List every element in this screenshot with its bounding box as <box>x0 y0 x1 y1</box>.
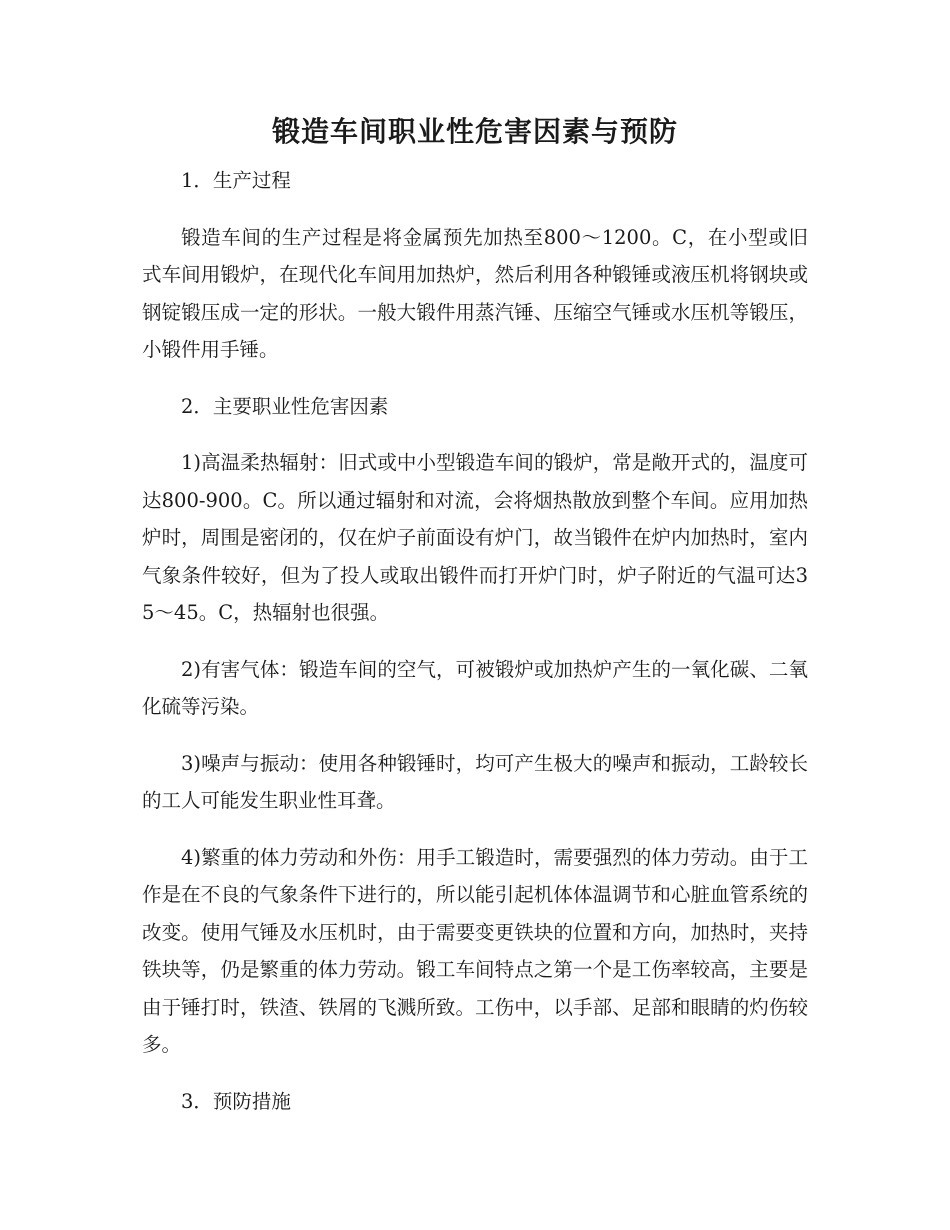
section-heading-production: 1．生产过程 <box>181 169 291 192</box>
paragraph-production-process: 锻造车间的生产过程是将金属预先加热至800～1200。C，在小型或旧式车间用锻炉，在现代化车间用加热炉，然后利用各种锻锤或液压机将钢块或钢锭锻压成一定的形状。一般大锻件用蒸汽锤、压缩空气锤或水压机等锻压，小锻件用手锤。 <box>142 225 808 361</box>
document-page <box>142 110 808 1139</box>
section-heading-hazards: 2．主要职业性危害因素 <box>181 394 389 418</box>
section-heading-prevention: 3．预防措施 <box>181 1089 291 1113</box>
paragraph-noise-vibration: 3)噪声与振动：使用各种锻锤时，均可产生极大的噪声和振动，工龄较长的工人可能发生职业性耳聋。 <box>142 751 808 812</box>
document-title: 锻造车间职业性危害因素与预防 <box>271 115 678 148</box>
paragraph-heavy-labor: 4)繁重的体力劳动和外伤：用手工锻造时，需要强烈的体力劳动。由于工作是在不良的气象条件下进行的，所以能引起机体体温调节和心脏血管系统的改变。使用气锤及水压机时，由于需要变更铁块的位置和方向，加热时，夹持铁块等，仍是繁重的体力劳动。锻工车间特点之第一个是工伤率较高，主要是由于锤打时，铁渣、铁屑的飞溅所致。工伤中，以手部、足部和眼睛的灼伤较多。 <box>142 845 808 1056</box>
paragraph-harmful-gas: 2)有害气体：锻造车间的空气，可被锻炉或加热炉产生的一氧化碳、二氧化硫等污染。 <box>142 657 808 718</box>
paragraph-heat-radiation: 1)高温柔热辐射：旧式或中小型锻造车间的锻炉，常是敞开式的，温度可达800-900。C。所以通过辐射和对流，会将烟热散放到整个车间。应用加热炉时，周围是密闭的，仅在炉子前面设有炉门，故当锻件在炉内加热时，室内气象条件较好，但为了投人或取出锻件而打开炉门时，炉子附近的气温可达35～45。C，热辐射也很强。 <box>142 451 808 624</box>
